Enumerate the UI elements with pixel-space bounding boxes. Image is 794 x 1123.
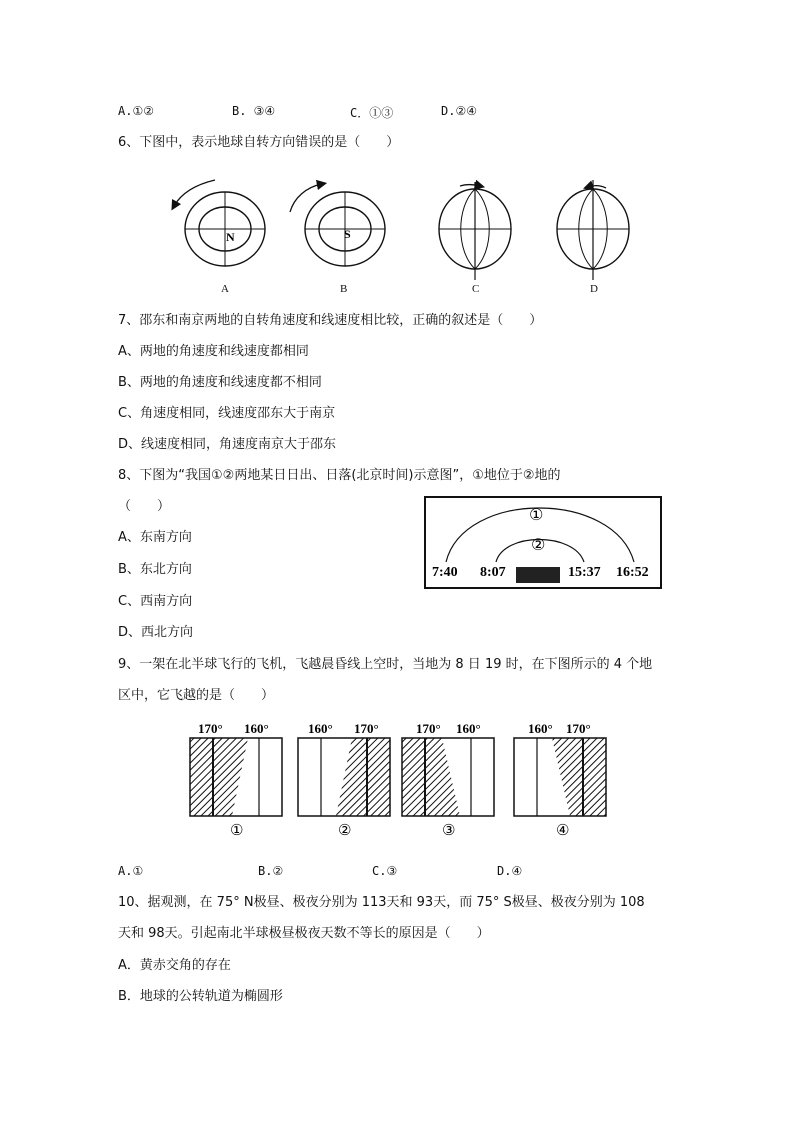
q10-option-b: B．地球的公转轨道为椭圆形 xyxy=(118,989,283,1004)
q8-marker-1: ① xyxy=(529,505,544,524)
q6-figure-label-b: B xyxy=(340,283,348,295)
q8-option-c: C、西南方向 xyxy=(118,594,193,609)
q8-option-a: A、东南方向 xyxy=(118,530,192,545)
q9-stem-line1: 9、一架在北半球飞行的飞机，飞越晨昏线上空时，当地为 8 日 19 时，在下图所示的 4 个地 xyxy=(118,657,653,672)
q9-panel-1-marker: ① xyxy=(230,821,244,839)
q5-option-c: C．①③ xyxy=(350,106,394,120)
q9-figure xyxy=(180,716,620,844)
q7-option-a: A、两地的角速度和线速度都相同 xyxy=(118,344,309,359)
q9-panel-1-label-right: 160° xyxy=(244,721,269,736)
q8-paren: （ ） xyxy=(118,499,171,514)
q6-globe-c xyxy=(439,182,511,280)
q6-globe-a xyxy=(174,180,265,266)
q6-figure-label-c: C xyxy=(472,283,480,295)
q9-panel-3-label-left: 170° xyxy=(416,721,441,736)
q7-option-c: C、角速度相同，线速度邵东大于南京 xyxy=(118,406,336,421)
q7-option-b: B、两地的角速度和线速度都不相同 xyxy=(118,375,322,390)
q7-option-d: D、线速度相同，角速度南京大于邵东 xyxy=(118,437,337,452)
q6-figure-label-a: A xyxy=(221,283,229,295)
q5-option-d: D.②④ xyxy=(441,104,477,118)
q8-marker-2: ② xyxy=(531,535,546,554)
q6-pole-label-s: S xyxy=(344,227,351,241)
q6-figure xyxy=(160,172,630,302)
q8-time-sunset-2: 15:37 xyxy=(568,565,601,580)
q10-option-a: A．黄赤交角的存在 xyxy=(118,958,231,973)
q9-panel-1 xyxy=(190,721,282,839)
q9-panel-1-label-left: 170° xyxy=(198,721,223,736)
q9-panel-4-marker: ④ xyxy=(556,821,570,839)
q5-option-a: A.①② xyxy=(118,104,154,118)
q9-panel-3-marker: ③ xyxy=(442,821,456,839)
q7-stem: 7、邵东和南京两地的自转角速度和线速度相比较，正确的叙述是（ ） xyxy=(118,313,543,328)
q9-stem-line2: 区中，它飞越的是（ ） xyxy=(118,688,275,703)
q9-panel-3 xyxy=(402,721,494,839)
q9-panel-2-label-right: 170° xyxy=(354,721,379,736)
q8-option-b: B、东北方向 xyxy=(118,562,192,577)
q9-option-b: B.② xyxy=(258,864,284,878)
q8-time-sunrise-1: 7:40 xyxy=(432,565,458,580)
q9-panel-2 xyxy=(298,721,390,839)
q8-option-d: D、西北方向 xyxy=(118,625,194,640)
q8-time-sunset-1: 16:52 xyxy=(616,565,649,580)
q6-figure-label-d: D xyxy=(590,283,598,295)
q9-option-a: A.① xyxy=(118,864,144,878)
q9-option-d: D.④ xyxy=(497,864,523,878)
q6-globe-b xyxy=(290,184,385,266)
q10-stem-line1: 10、据观测，在 75° N极昼、极夜分别为 113天和 93天，而 75° S极昼、极夜分别为 108 xyxy=(118,895,645,910)
q8-figure xyxy=(424,496,664,590)
q9-panel-4-label-right: 170° xyxy=(566,721,591,736)
q6-pole-label-n: N xyxy=(226,230,235,244)
q9-option-c: C.③ xyxy=(372,864,398,878)
q9-panel-2-marker: ② xyxy=(338,821,352,839)
q5-option-b: B. ③④ xyxy=(232,104,276,118)
q9-panel-4 xyxy=(514,721,606,839)
q8-time-sunrise-2: 8:07 xyxy=(480,565,506,580)
q6-stem: 6、下图中，表示地球自转方向错误的是（ ） xyxy=(118,135,400,150)
q6-globe-d xyxy=(557,180,629,280)
q9-panel-4-label-left: 160° xyxy=(528,721,553,736)
q9-panel-2-label-left: 160° xyxy=(308,721,333,736)
q8-stem: 8、下图为“我国①②两地某日日出、日落(北京时间)示意图”，①地位于②地的 xyxy=(118,468,561,483)
q9-panel-3-label-right: 160° xyxy=(456,721,481,736)
q10-stem-line2: 天和 98天。引起南北半球极昼极夜天数不等长的原因是（ ） xyxy=(118,926,490,941)
